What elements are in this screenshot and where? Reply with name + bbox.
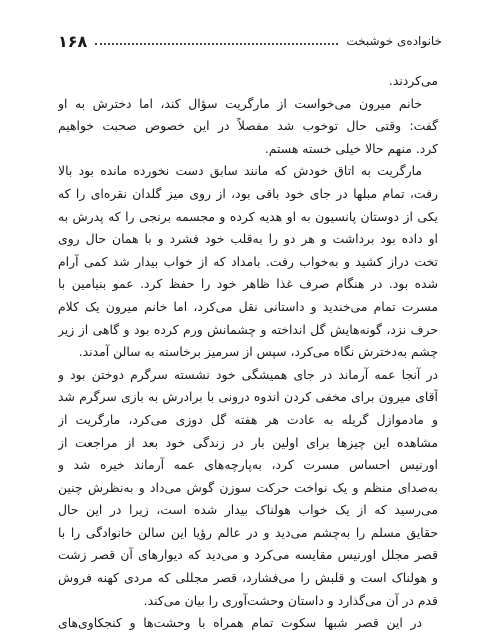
text-line: مشاهده این چیزها برای اولین بار در زندگی خود بعد از مراجعت از	[58, 434, 438, 450]
text-line: به‌صدای منظم و یک نواخت حرکت سوزن گوش می‌داد و به‌نظرش چنین	[58, 479, 438, 495]
text-line: حرف نزد، گونه‌هایش گل انداخته و چشمانش ورم کرده بود و گاهی از زیر	[58, 321, 438, 337]
text-line: اورنیس احساس مسرت کرد، به‌پارچه‌های عمه آرماند خیره شد و	[58, 457, 438, 473]
text-line: گفت: وقتی حال توخوب شد مفصلاً در این خصوص صحبت خواهیم	[58, 118, 438, 134]
dot-leader	[95, 43, 338, 45]
text-line: او داده بود برداشت و هر دو را به‌قلب خود فشرد و با همان حال روی	[58, 231, 438, 247]
text-line: و مادموازل گریله به عادت هر هفته گل دوزی می‌کرد، مارگریت از	[58, 411, 438, 427]
text-line: تخت دراز کشید و به‌خواب رفت. بامداد که از خواب بیدار شد کمی آرام	[58, 253, 438, 269]
text-line: چشم به‌دخترش نگاه می‌کرد، سپس از سرمیز برخاسته به سالن آمدند.	[78, 344, 438, 360]
text-line: در آنجا عمه آرماند در جای همیشگی خود نشسته سرگرم دوختن بود و	[58, 366, 438, 382]
text-line: حقایق مسلم را به‌چشم می‌دید و در عالم رؤیا این سالن خانوادگی را با	[58, 524, 438, 540]
running-header	[58, 30, 442, 52]
text-line: شده بود. در هنگام صرف غذا ظاهر خود را حفظ کرد. عمو بنیامین با	[58, 276, 438, 292]
running-title: خانواده‌ی خوشبخت	[346, 34, 442, 48]
paragraph-first-line: خانم میرون می‌خواست از مارگریت سؤال کند، اما دخترش به او	[58, 95, 422, 111]
text-line: مسرت تمام می‌خندید و داستانی نقل می‌کرد، اما خانم میرون یک کلام	[58, 298, 438, 314]
text-line: و هولناک است و قلبش را می‌فشارد، قصر مجللی که مردی کهنه فروش	[58, 570, 438, 586]
text-line: می‌رسید که از یک خواب هولناک بیدار شده است، زیرا در این حال	[58, 502, 438, 518]
body-text	[58, 70, 438, 635]
text-line: رفت، تمام مبلها در جای خود باقی بود، از روی میز گلدان نقره‌ای را که	[58, 185, 438, 201]
text-line: آقای میرون برای مخفی کردن اندوه درونی با برادرش به بازی سرگرم شد	[58, 389, 438, 405]
paragraph-first-line: در این قصر شبها سکوت تمام همراه با وحشت‌ها و کنجکاوی‌های	[58, 615, 422, 631]
page-number: ١۶٨	[58, 31, 88, 51]
text-line: می‌کردند.	[388, 73, 438, 88]
text-line: کرد. منهم حالا خیلی خسته هستم.	[264, 140, 438, 156]
text-line: یکی از دوستان پانسیون به او هدیه کرده و مجسمه برنجی را که پدرش به	[58, 208, 438, 224]
text-line: قدم در آن می‌گذارد و داستان وحشت‌آوری را بیان می‌کند.	[143, 592, 438, 608]
text-line: قصر مجلل اورنیس مقایسه می‌کرد و می‌دید که دیوارهای آن قصر زشت	[58, 547, 438, 563]
paragraph-first-line: مارگریت به اتاق خودش که مانند سابق دست نخورده مانده بود بالا	[58, 163, 422, 179]
